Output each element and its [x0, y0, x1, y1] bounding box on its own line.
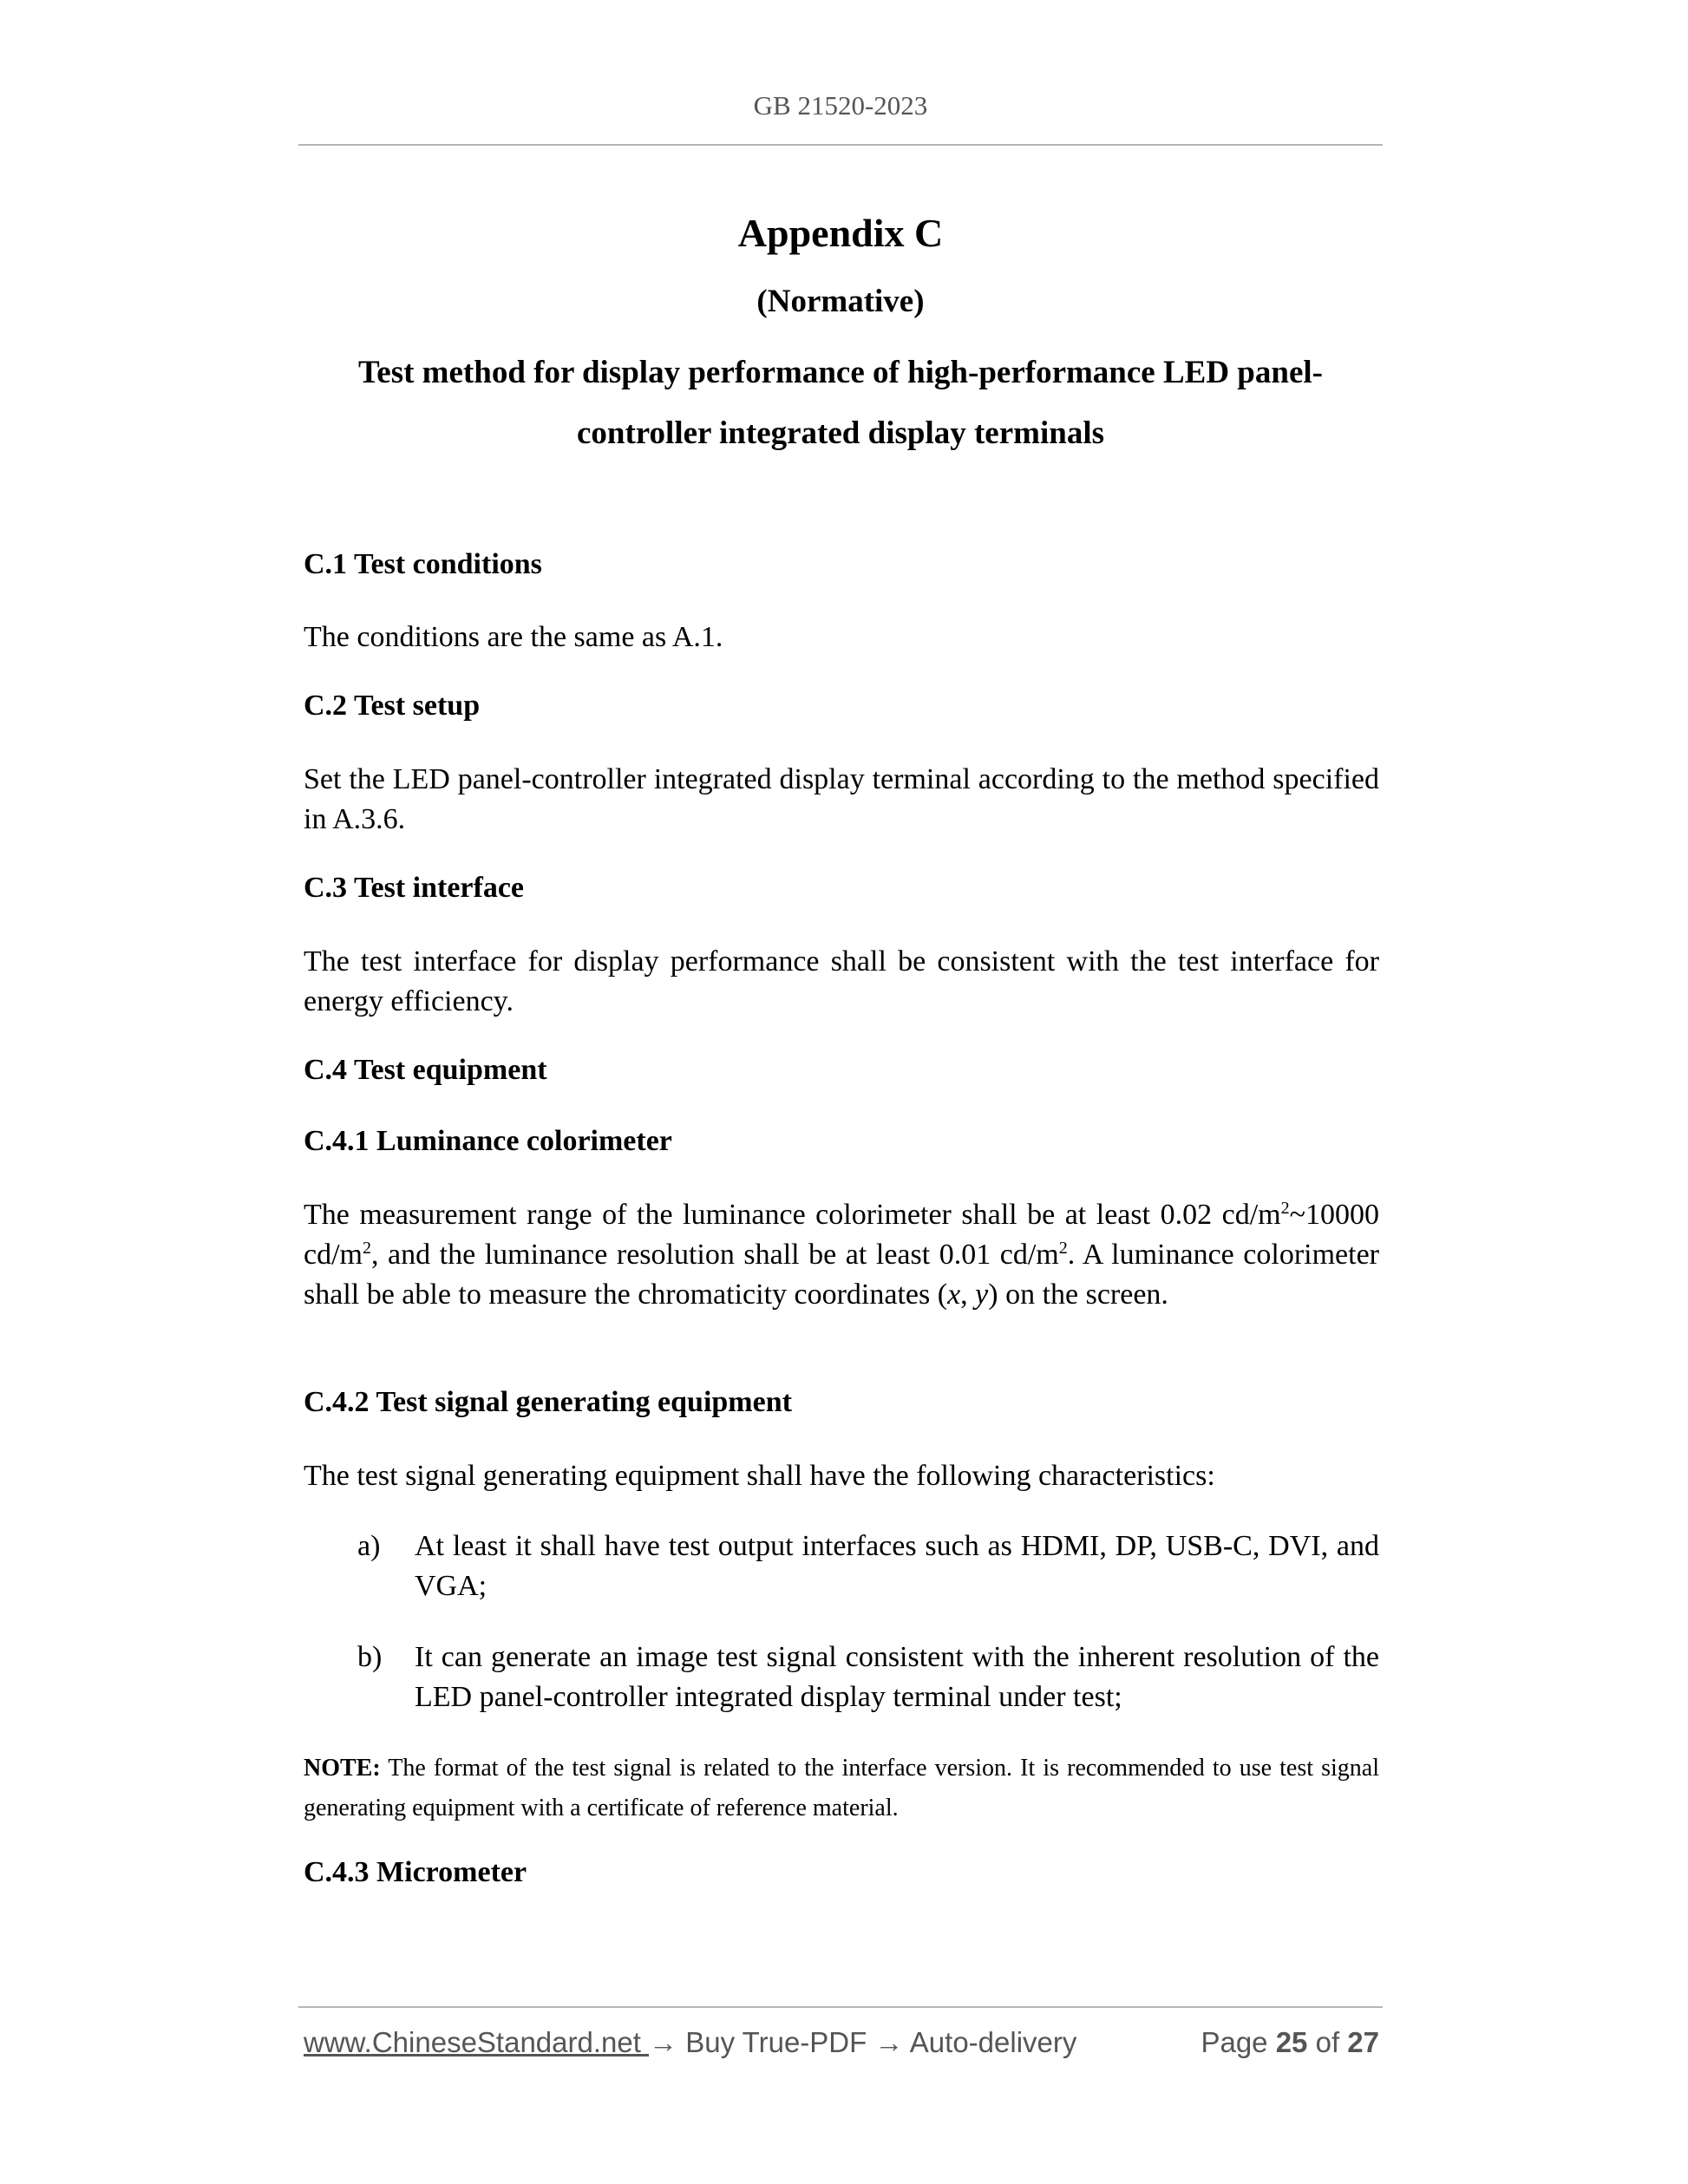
- appendix-subtitle: [298, 343, 1383, 464]
- arrow-right-icon: →: [649, 2026, 678, 2058]
- heading-c42: C.4.2 Test signal generating equipment: [304, 1386, 792, 1418]
- superscript-2-c: 2: [1058, 1239, 1068, 1258]
- arrow-right-icon: →: [874, 2026, 904, 2058]
- note-text: The format of the test signal is related to the interface version. It is recommended to use test signal generating equipment with a certificate of reference material.: [304, 1755, 1379, 1821]
- note-label: NOTE:: [304, 1755, 381, 1782]
- heading-c43: C.4.3 Micrometer: [304, 1856, 527, 1888]
- of-label: of: [1307, 2026, 1348, 2058]
- note: [304, 1749, 1379, 1828]
- appendix-type: (Normative): [756, 284, 925, 319]
- coord-y: y: [975, 1278, 989, 1311]
- paragraph-c3: The test interface for display performance shall be consistent with the test interface for energy efficiency.: [304, 945, 1379, 1017]
- coord-comma: ,: [960, 1278, 976, 1311]
- page-indicator: [1201, 2026, 1379, 2059]
- heading-c41: C.4.1 Luminance colorimeter: [304, 1125, 672, 1157]
- paragraph-c1: The conditions are the same as A.1.: [304, 621, 723, 653]
- paragraph-c42: The test signal generating equipment shall have the following characteristics:: [304, 1460, 1215, 1492]
- page-label: Page: [1201, 2026, 1276, 2058]
- running-header: GB 21520-2023: [753, 90, 928, 121]
- footer-rule: [298, 2006, 1383, 2008]
- c41-text-1: The measurement range of the luminance colorimeter shall be at least 0.02 cd/m: [304, 1199, 1281, 1231]
- header-rule: [298, 144, 1383, 146]
- footer-delivery-text: Auto-delivery: [903, 2026, 1077, 2058]
- c41-text-5: ) on the screen.: [988, 1278, 1168, 1311]
- footer-promo: [304, 2026, 1076, 2059]
- list-marker: b): [357, 1641, 383, 1673]
- superscript-2-b: 2: [362, 1239, 371, 1258]
- heading-c4: C.4 Test equipment: [304, 1054, 547, 1086]
- list-item: [357, 1527, 1379, 1606]
- c41-text-3: , and the luminance resolution shall be at least 0.01 cd/m: [370, 1239, 1059, 1271]
- site-link[interactable]: www.ChineseStandard.net: [304, 2026, 650, 2058]
- appendix-title: Appendix C: [737, 211, 944, 255]
- coord-x: x: [947, 1278, 961, 1311]
- appendix-subtitle-line-1: Test method for display performance of high-performance LED panel-: [358, 355, 1323, 390]
- heading-c3: C.3 Test interface: [304, 872, 525, 904]
- heading-c2: C.2 Test setup: [304, 690, 481, 722]
- footer-buy-text: Buy True-PDF: [677, 2026, 875, 2058]
- list-item: [357, 1638, 1379, 1717]
- list-item-text: At least it shall have test output interfaces such as HDMI, DP, USB-C, DVI, and VGA;: [415, 1530, 1379, 1602]
- heading-c1: C.1 Test conditions: [304, 548, 542, 580]
- list-item-text: It can generate an image test signal consistent with the inherent resolution of the LED panel-controller integrated display terminal under test;: [415, 1641, 1379, 1713]
- paragraph-c41: [304, 1195, 1379, 1315]
- c41-text-2: ~10000 cd/m: [304, 1199, 1379, 1271]
- page-number: 25: [1275, 2026, 1308, 2058]
- page-total: 27: [1347, 2026, 1379, 2058]
- c41-text-4: . A luminance colorimeter shall be able to measure the chromaticity coordinates (: [304, 1239, 1379, 1311]
- paragraph-c2: Set the LED panel-controller integrated display terminal according to the method specified in A.3.6.: [304, 763, 1379, 835]
- list-marker: a): [357, 1530, 381, 1562]
- appendix-subtitle-line-2: controller integrated display terminals: [576, 415, 1105, 451]
- superscript-2-a: 2: [1280, 1199, 1290, 1218]
